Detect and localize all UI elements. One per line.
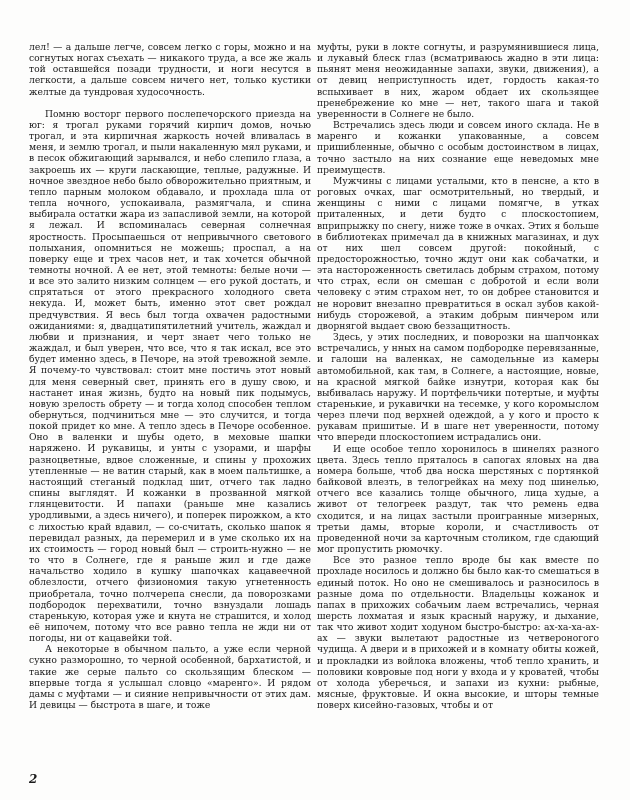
paragraph: И еще особое тепло хоронилось в шинелях разного цвета. Здесь тепло пряталось в сапогах яловых на два номера больше, чтоб два носка шерстяных с портянкой байковой влезть, в телогрейках на меху под шинелью, отчего все казались толще обычного, лица худые, а живот от телогреек раздут, так что ремень едва сходится, и на лицах застыли проигранные мизерных, третьи дамы, вторые короли, и счастливость от проведенной ночи за карточным столиком, где сдающий мог пропустить рюмочку. xyxy=(317,443,599,556)
paragraph: А некоторые в обычном пальто, а уже если черной сукно разморошно, то черной особенной, бархатистой, и такие же серые пальто со скользящим блеском — впервые тогда я услышал словцо «маренго». И рядом дамы с муфтами — и сияние непривычности от этих дам. И девицы — быстрота в шаге, и тоже xyxy=(29,644,311,712)
page-number: 2 xyxy=(29,772,38,786)
paragraph: муфты, руки в локте согнуты, и разрумянившиеся лица, и лукавый блеск глаз (всматриваюсь жадно в эти лица: пьянят меня неожиданные запахи, звуки, движения), а от девиц неприступность идет, гордость какая-то вспыхивает в них, жаром обдает их скользящее пренебрежение ко мне — нет, такого шага и такой уверенности в Солнеге не было. xyxy=(317,42,599,120)
paragraph: лел! — а дальше легче, совсем легко с горы, можно и на согнутых ногах съехать — никакого труда, а все же жаль той оставшейся позади трудности, и ноги несутся в легкости, а дальше совсем ничего нет, только кустики желтые да тундровая худосочность. xyxy=(29,42,311,98)
left-text-column xyxy=(29,42,311,711)
paragraph: Помню восторг первого послепечорского приезда на юг: я трогал руками горячий кирпич домов, ночью трогал, и эта кирпичная жаркость ночей вливалась в меня, и землю трогал, и пыли накаленную мял руками, и в песок обжигающий зарывался, и небо слепило глаза, а закроешь их — круги ласкающие, теплые, радужные. И ночное звездное небо было обворожительно приятным, и тепло парным молоком обдавало, и прохлада шла от тепла ночного, успокаивала, размягчала, и спина выбирала остатки жара из запасливой земли, на которой я лежал. И вспоминалась северная солнечная яростность. Просыпаешься от непривычного светового полыхания, опомниться не можешь; проспал, а на поверку еще и трех часов нет, и так хочется обычной темноты ночной. А ее нет, этой темноты: белые ночи — и все это залито низким солнцем — его рукой достать, и спрятаться от этого прекрасного холодного света некуда. И, может быть, именно этот свет рождал предчувствия. Я весь был тогда охвачен радостными ожиданиями: я, двадцатипятилетний учитель, жаждал и любви и признания, и черт знает чего только не жаждал, и был уверен, что все, что я так искал, все это будет именно здесь, в Печоре, на этой тревожной земле. Я почему-то чувствовал: стоит мне постичь этот новый для меня северный свет, принять его в душу свою, и настанет иная жизнь, будто на новый пик подымусь, новую зрелость обрету — и тогда холод способен теплом обернуться, подчиниться мне — это случится, и тогда покой придет ко мне. А тепло здесь в Печоре особенное. Оно в валенки и шубы одето, в меховые шапки наряжено. И рукавицы, и унты с узорами, и шарфы разноцветные, вдвое сложенные, и спины у прохожих утепленные — не ватин старый, как в моем пальтишке, а настоящий стеганый подклад шит, отчего так ладно спины выглядят. И кожанки в прозванной мягкой глянцевитости. И папахи (раньше мне казались уродливыми, а здесь ничего), и поперек пирожком, а кто с лихостью край вдавил, — со-считать, сколько шапок я перевидал разных, да перемерил и в уме сколько их на их стоимость — город новый был — строить-нужно — не то что в Солнеге, где я раньше жил и где даже начальство ходило в кушку шапочках кацавеечной облезлости, отчего физиономия такую угнетенность приобретала, точно полчерепа снесли, да поворозками подбородок перехватили, точно взнуздали лошадь старенькую, которая уже и кнута не страшится, и холод её нипочем, потому что все равно тепла не жди ни от погоды, ни от кацавейки той. xyxy=(29,108,311,645)
right-text-column xyxy=(317,42,599,711)
paragraph: Все это разное тепло вроде бы как вместе по прохладе носилось и должно бы было как-то смешаться в единый поток. Но оно не смешивалось и разносилось в разные дома по отдельности. Владельцы кожанок и папах в прихожих собачьим лаем встречались, черная шерсть лохматая и язык красный наружу, и дыхание, так что живот ходит ходуном быстро-быстро: ах-ха-ха-ах-ах — звуки вылетают радостные из четвероногого чудища. А двери и в прихожей и в комнату обиты кожей, и прокладки из войлока вложены, чтоб тепло хранить, и половики ковровые под ноги у входа и у кроватей, чтобы от холода уберечься, и запахи из кухни: рыбные, мясные, фруктовые. И окна высокие, и шторы темные поверх кисейно-газовых, чтобы и от xyxy=(317,555,599,712)
paragraph: Мужчины с лицами усталыми, кто в пенсне, а кто в роговых очках, шаг осмотрительный, но твердый, и женщины с ними с лицами помягче, в утках приталенных, и дети будто с плоскостопием, вприпрыжку по снегу, ниже тоже в очках. Этих я больше в библиотеках примечал да в книжных магазинах, и дух от них шел совсем другой: покойный, с предосторожностью, точно ждут они как собачатки, и эта настороженность светилась добрым страхом, потому что страх, если он смешан с добротой и если воли человеку с этим страхом нет, то он добрее становится и не норовит внезапно превратиться в оскал зубов какой-нибудь сторожевой, а этаким добрым пинчером или дворнягой выдает свою беззащитность. xyxy=(317,175,599,332)
paragraph: Здесь, у этих последних, и поворозки на шапчонках встречались, у нных на самом подбородке перевязанные, и галоши на валенках, не самодельные из камеры автомобильной, как там, в Солнеге, а настоящие, новые, на красной мягкой байке изнутри, которая как бы выбивалась наружу. И портфельчики потертые, и муфты старенькие, и рукавички на тесемке, у кого коромыслом через плечи под верхней одеждой, а у кого и просто к рукавам пришитые. И в шаге нет уверенности, потому что впереди плоскостопием истрадались они. xyxy=(317,332,599,444)
paragraph: Встречались здесь люди и совсем иного склада. Не в маренго и кожанки упакованные, а совсем пришибленные, обычно с особым достоинством в лицах, точно застыло на них сознание еще неведомых мне преимуществ. xyxy=(317,120,599,176)
